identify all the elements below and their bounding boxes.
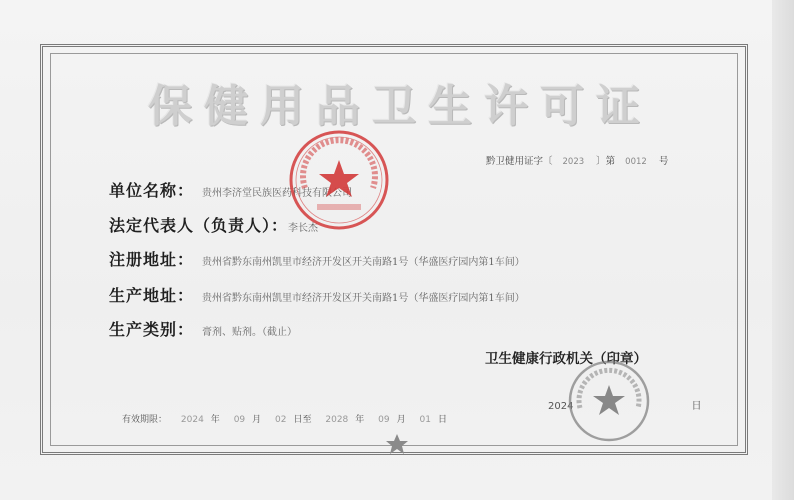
prod-category-value: 膏剂、贴剂。（截止） <box>202 327 298 338</box>
validity-from-year: 2024 <box>180 415 204 425</box>
certno-prefix: 黔卫健用证字〔 <box>486 156 553 167</box>
frame-ornament-icon <box>383 432 411 456</box>
certno-year: 2023 <box>562 157 585 167</box>
prod-address-value: 贵州省黔东南州凯里市经济开发区开关南路1号（华盛医疗园内第1车间） <box>202 293 525 304</box>
validity-to-year: 2028 <box>325 415 349 425</box>
field-prod-category <box>109 317 297 340</box>
certno-number: 0012 <box>625 157 647 167</box>
authority-label: 卫生健康行政机关（印章） <box>485 351 647 367</box>
legal-rep-value: 李长杰 <box>288 223 319 234</box>
validity-day-to: 日至 <box>293 415 312 425</box>
field-prod-address <box>109 283 525 306</box>
prod-category-label: 生产类别： <box>109 320 195 339</box>
validity-period <box>122 412 451 425</box>
page-edge <box>772 0 794 500</box>
certno-suffix: 号 <box>658 156 669 167</box>
reg-address-label: 注册地址： <box>109 250 195 269</box>
reg-address-value: 贵州省黔东南州凯里市经济开发区开关南路1号（华盛医疗园内第1车间） <box>202 257 525 268</box>
unit-name-label: 单位名称： <box>109 181 195 200</box>
company-seal-icon <box>287 128 391 232</box>
issue-year: 2024 <box>548 401 574 412</box>
validity-year-unit: 年 <box>210 415 220 425</box>
certificate-title: 保健用品卫生许可证 <box>148 81 652 132</box>
validity-to-month: 09 <box>378 415 390 425</box>
validity-year-unit-2: 年 <box>355 415 365 425</box>
validity-to-day: 01 <box>419 415 431 425</box>
validity-from-day: 02 <box>275 415 287 425</box>
prod-address-label: 生产地址： <box>109 286 195 305</box>
validity-day-unit-2: 日 <box>437 415 447 425</box>
legal-rep-label: 法定代表人（负责人）： <box>109 216 289 235</box>
field-reg-address <box>109 247 525 270</box>
validity-month-unit-2: 月 <box>396 415 406 425</box>
certificate-number <box>486 153 668 167</box>
authority-seal-icon <box>566 358 652 444</box>
unit-name-value: 贵州李济堂民族医药科技有限公司 <box>202 188 353 199</box>
issue-day-label: 日 <box>691 401 702 412</box>
validity-month-unit: 月 <box>252 415 262 425</box>
validity-label: 有效期限： <box>122 415 168 425</box>
certno-mid: 〕第 <box>596 156 616 167</box>
validity-from-month: 09 <box>233 415 246 425</box>
